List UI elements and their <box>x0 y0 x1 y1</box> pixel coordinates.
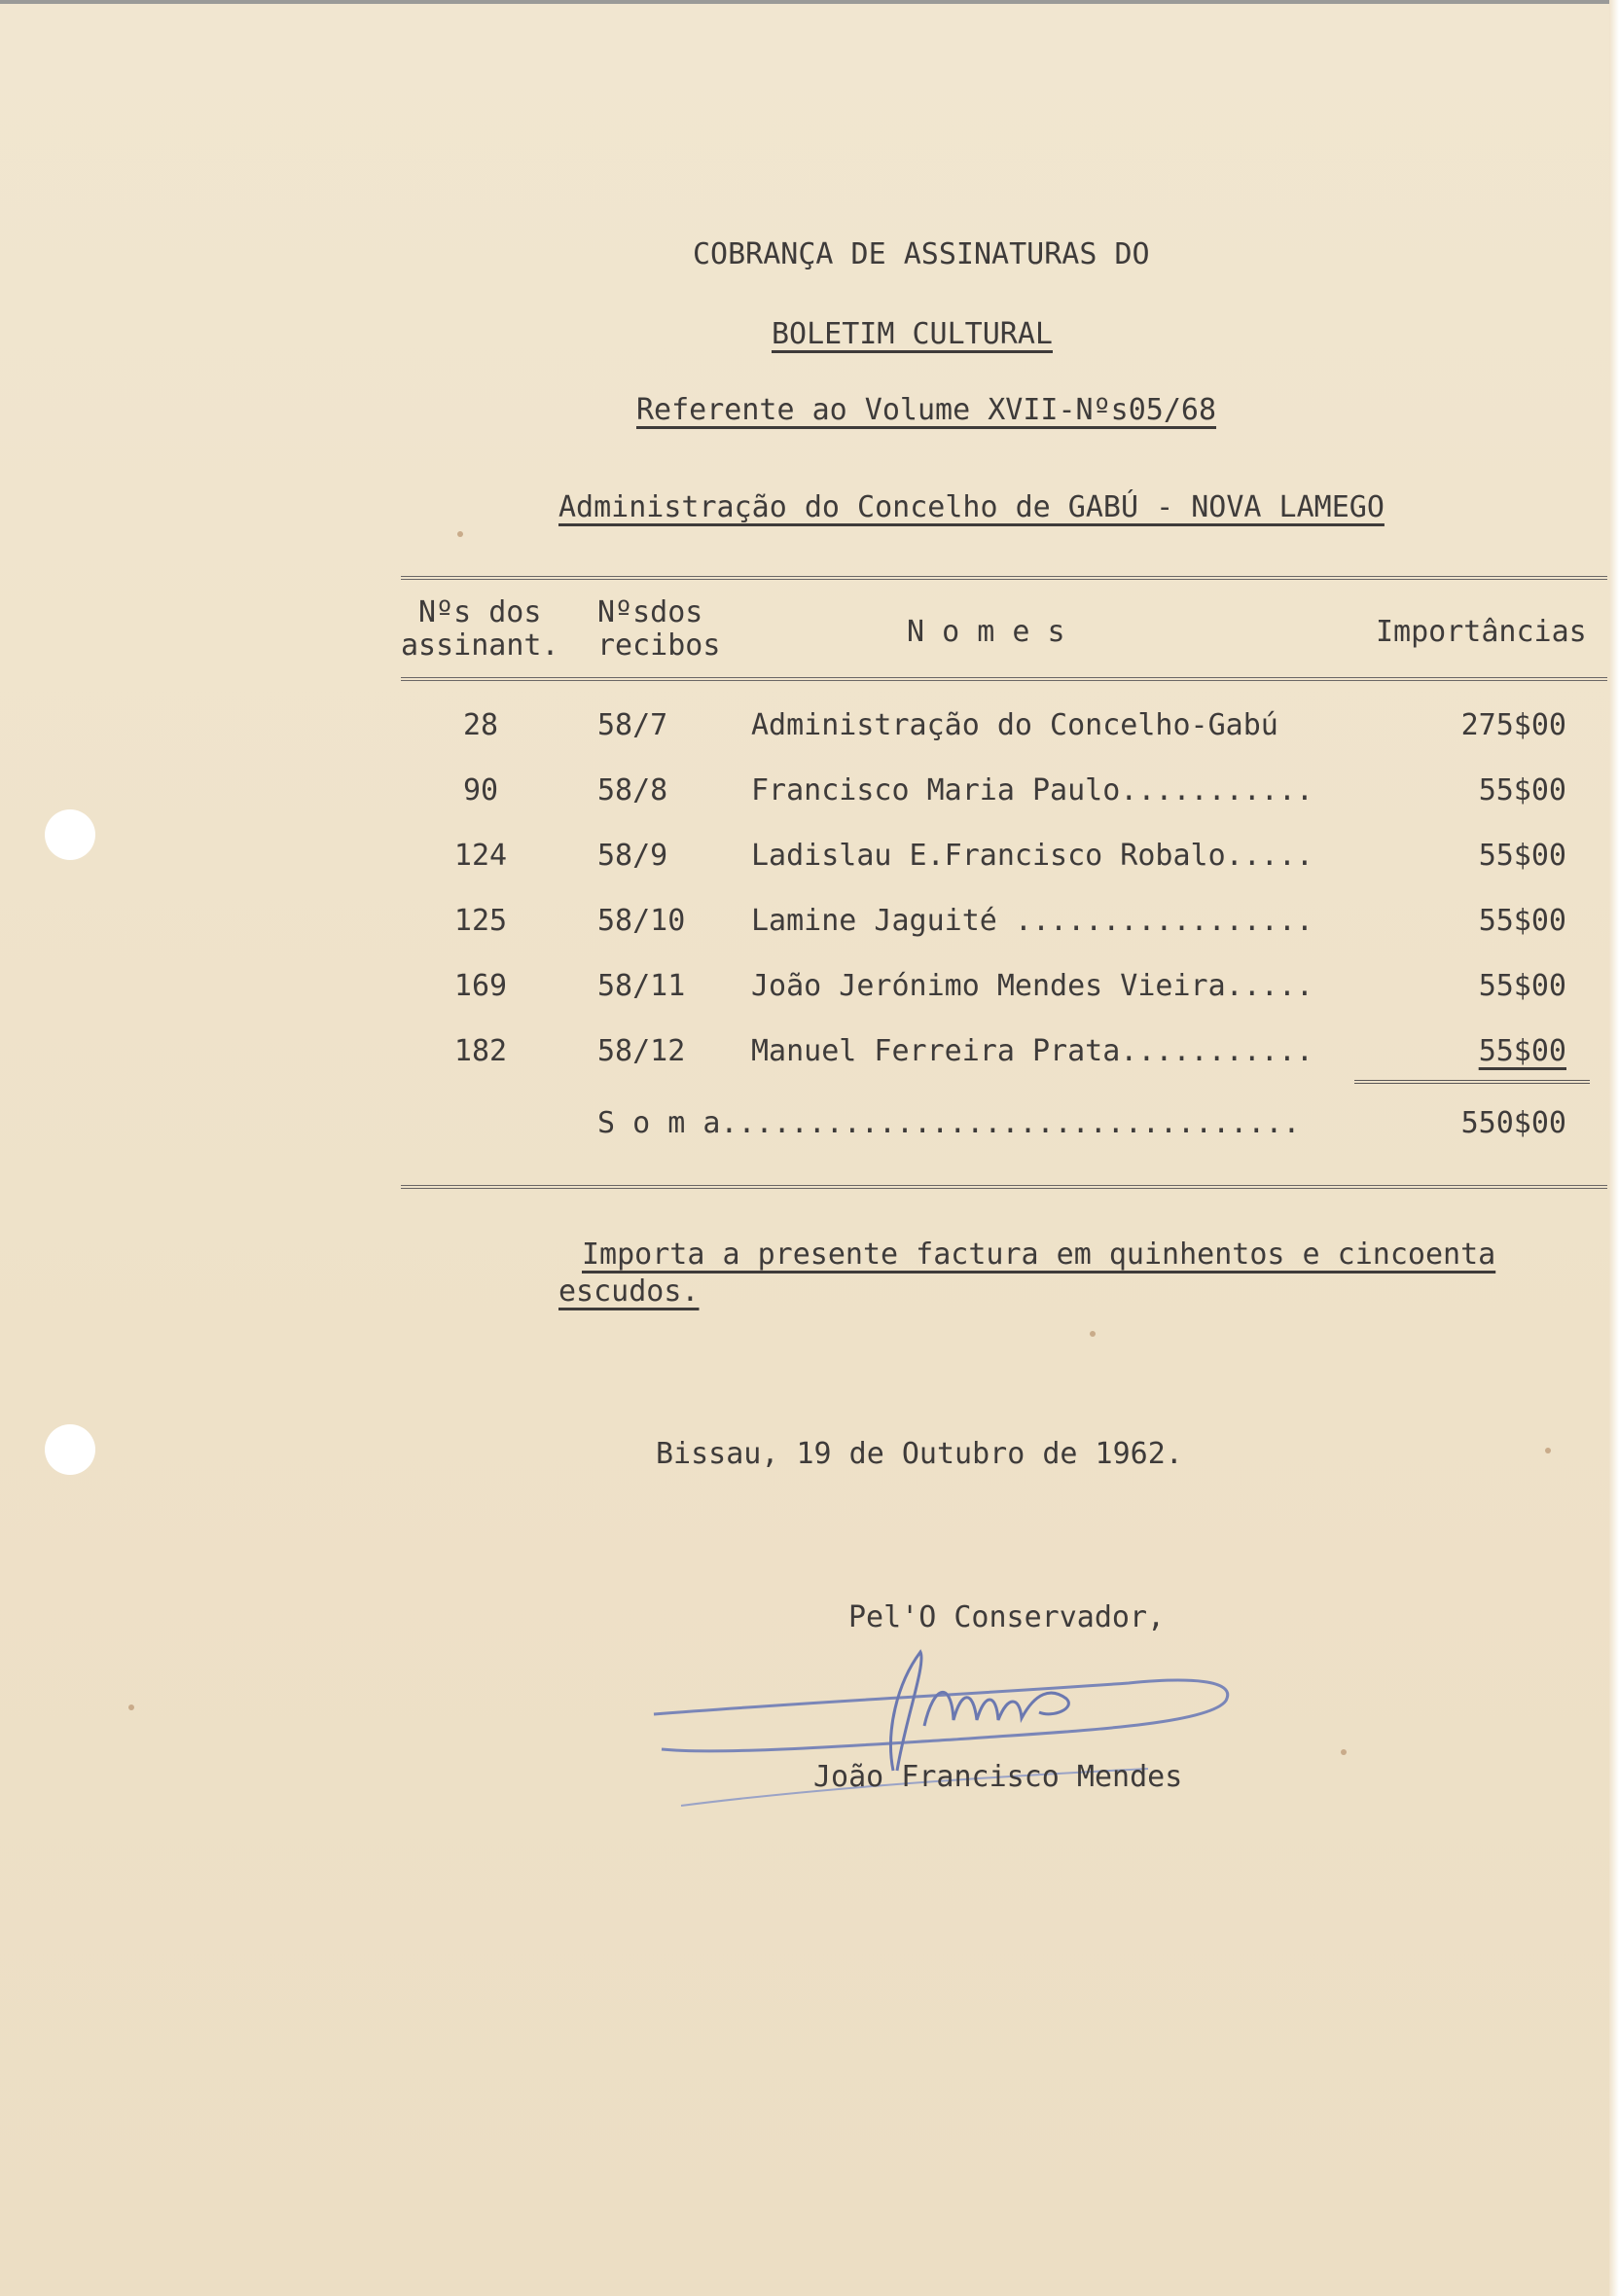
cell-assinante: 124 <box>453 839 508 873</box>
col-header-assinantes-1: Nºs dos <box>418 595 542 629</box>
cell-importancia: 55$00 <box>1478 839 1566 873</box>
doc-reference: Referente ao Volume XVII-Nºs05/68 <box>636 393 1217 427</box>
page-right-edge <box>1609 0 1619 2296</box>
col-header-recibos-1: Nºsdos <box>597 595 703 629</box>
subtotal-rule <box>1354 1080 1590 1084</box>
signature-title: Pel'O Conservador, <box>848 1600 1166 1634</box>
cell-nome: João Jerónimo Mendes Vieira..... <box>751 969 1313 1003</box>
cell-nome: Francisco Maria Paulo........... <box>751 773 1313 807</box>
cell-importancia: 55$00 <box>1478 773 1566 807</box>
cell-recibo: 58/7 <box>597 708 668 742</box>
cell-assinante: 28 <box>462 708 499 742</box>
cell-recibo: 58/11 <box>597 969 686 1003</box>
col-header-assinantes-2: assinant. <box>401 628 559 663</box>
cell-nome: Lamine Jaguité ................. <box>751 904 1313 938</box>
cell-assinante: 169 <box>453 969 508 1003</box>
cell-importancia: 55$00 <box>1478 904 1566 938</box>
signature-name: João Francisco Mendes <box>813 1760 1183 1794</box>
cell-recibo: 58/10 <box>597 904 686 938</box>
statement-line2: escudos. <box>558 1274 700 1309</box>
cell-importancia: 55$00 <box>1478 969 1566 1003</box>
cell-assinante: 182 <box>453 1034 508 1068</box>
doc-title-line2: BOLETIM CULTURAL <box>772 317 1053 351</box>
cell-assinante: 125 <box>453 904 508 938</box>
table-bottom-rule <box>401 1185 1607 1189</box>
cell-importancia: 275$00 <box>1460 708 1566 742</box>
doc-title-line1: COBRANÇA DE ASSINATURAS DO <box>693 237 1150 271</box>
cell-recibo: 58/12 <box>597 1034 686 1068</box>
cell-nome: Ladislau E.Francisco Robalo..... <box>751 839 1313 873</box>
page-top-edge <box>0 0 1619 4</box>
date-line: Bissau, 19 de Outubro de 1962. <box>656 1437 1183 1471</box>
cell-nome: Manuel Ferreira Prata........... <box>751 1034 1313 1068</box>
col-header-recibos-2: recibos <box>597 628 721 663</box>
doc-administration: Administração do Concelho de GABÚ - NOVA LAMEGO <box>558 490 1385 524</box>
total-value: 550$00 <box>1460 1106 1566 1140</box>
cell-recibo: 58/9 <box>597 839 668 873</box>
statement-line1: Importa a presente factura em quinhentos e cincoenta <box>582 1238 1496 1272</box>
cell-nome: Administração do Concelho-Gabú <box>751 708 1278 742</box>
col-header-nomes: N o m e s <box>907 615 1065 649</box>
table-header-rule <box>401 677 1607 681</box>
table-top-rule <box>401 576 1607 580</box>
cell-assinante: 90 <box>462 773 499 807</box>
total-label: S o m a................................. <box>597 1106 1301 1140</box>
punch-hole-top <box>45 809 95 860</box>
col-header-importancias: Importâncias <box>1376 615 1587 649</box>
cell-recibo: 58/8 <box>597 773 668 807</box>
cell-importancia: 55$00 <box>1478 1034 1566 1068</box>
punch-hole-bottom <box>45 1424 95 1475</box>
